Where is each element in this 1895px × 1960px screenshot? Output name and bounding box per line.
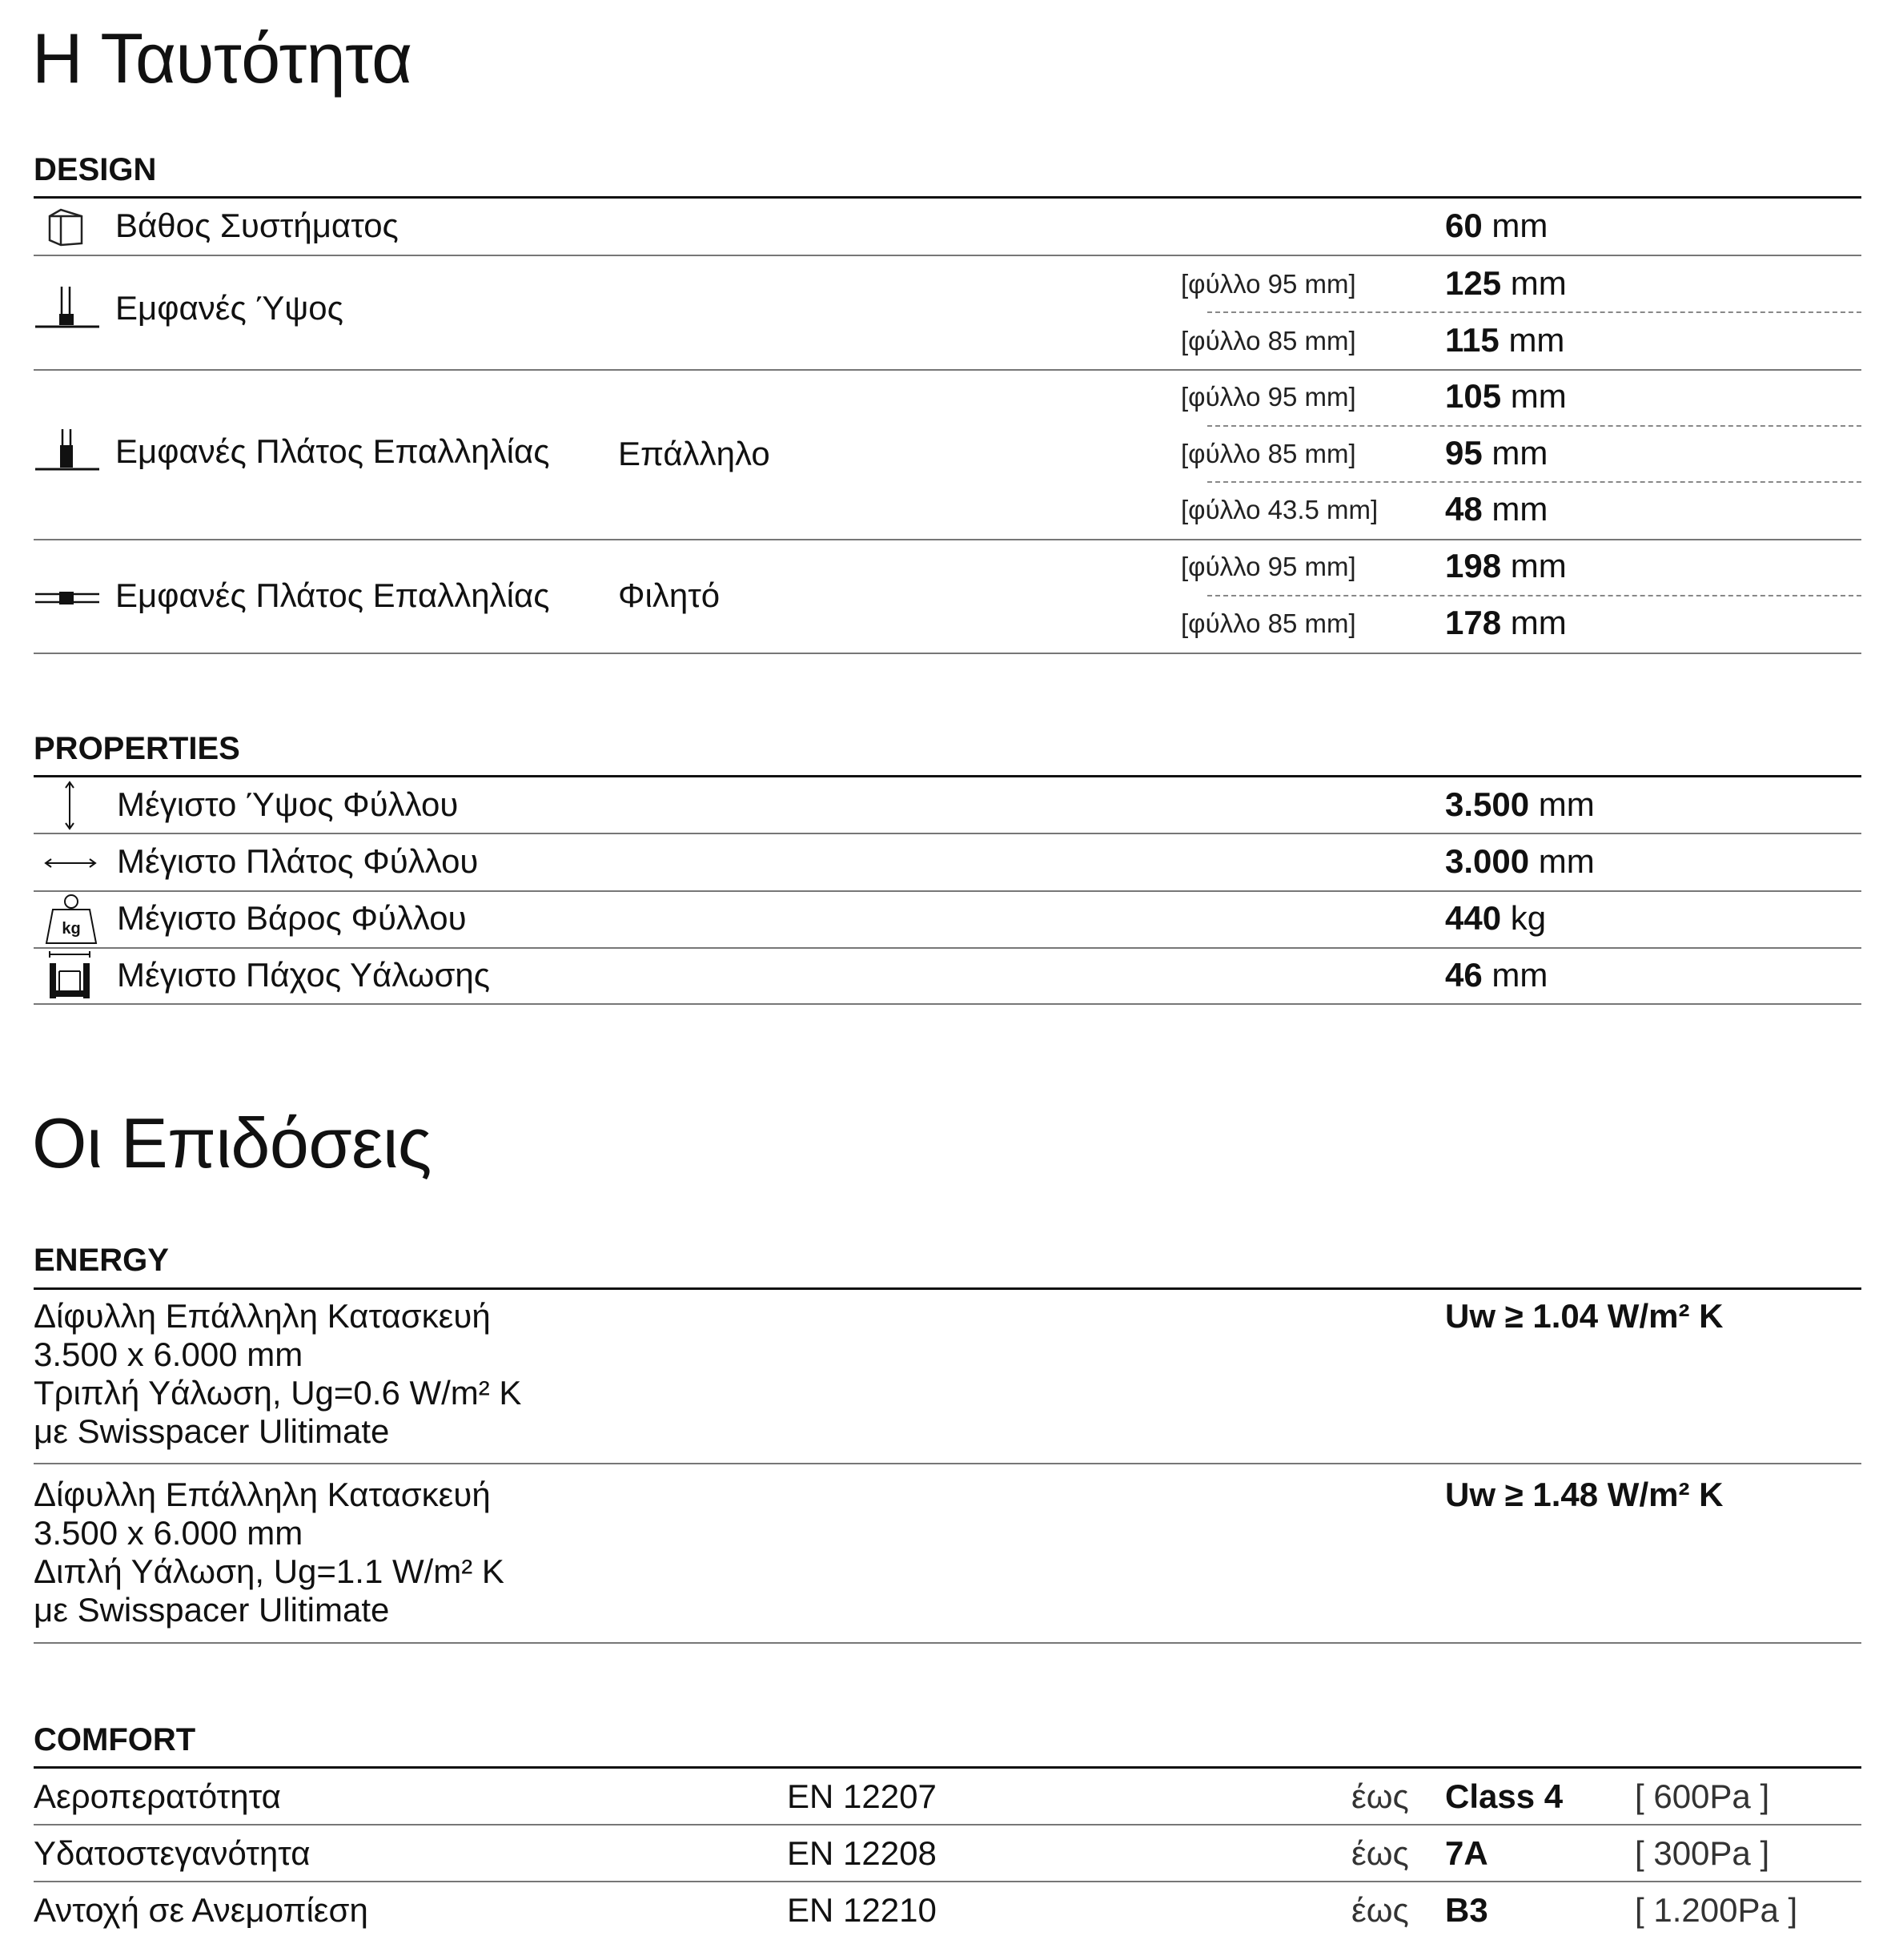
properties-row-rule bbox=[34, 833, 1861, 834]
design-row-3-note-3: [φύλλο 43.5 mm] bbox=[1181, 495, 1379, 524]
design-row-4-value-2: 178 mm bbox=[1445, 604, 1567, 641]
inline-width-icon bbox=[35, 588, 99, 612]
properties-row-rule bbox=[34, 890, 1861, 892]
comfort-heading: COMFORT bbox=[34, 1722, 196, 1757]
comfort-row-3-standard: EN 12210 bbox=[787, 1891, 937, 1929]
comfort-row-1-class: Class 4 bbox=[1445, 1777, 1564, 1815]
design-row-1-label: Βάθος Συστήματος bbox=[115, 207, 399, 244]
comfort-row-rule bbox=[34, 1824, 1861, 1825]
design-row-rule bbox=[34, 539, 1861, 540]
design-row-dash bbox=[1207, 481, 1861, 483]
design-row-4-label: Εμφανές Πλάτος Επαλληλίας bbox=[115, 576, 550, 614]
property-row-2-value: 3.000 mm bbox=[1445, 842, 1595, 880]
energy-bottom-rule bbox=[34, 1642, 1861, 1644]
comfort-row-3-class: B3 bbox=[1445, 1891, 1488, 1929]
design-bottom-rule bbox=[34, 653, 1861, 654]
comfort-row-rule bbox=[34, 1881, 1861, 1882]
design-row-2-value-1: 125 mm bbox=[1445, 264, 1567, 302]
design-row-3-note-2: [φύλλο 85 mm] bbox=[1181, 439, 1356, 468]
design-row-dash bbox=[1207, 425, 1861, 427]
comfort-row-3-pressure: [ 1.200Pa ] bbox=[1635, 1891, 1798, 1929]
property-row-3-value: 440 kg bbox=[1445, 899, 1547, 937]
property-row-4-value: 46 mm bbox=[1445, 956, 1548, 994]
energy-top-rule bbox=[34, 1287, 1861, 1290]
properties-bottom-rule bbox=[34, 1003, 1861, 1005]
energy-heading: ENERGY bbox=[34, 1243, 169, 1278]
svg-text:kg: kg bbox=[62, 920, 81, 938]
design-row-rule bbox=[34, 369, 1861, 371]
performance-title: Οι Επιδόσεις bbox=[32, 1103, 432, 1183]
comfort-row-1-pressure: [ 600Pa ] bbox=[1635, 1777, 1770, 1815]
identity-title: Η Ταυτότητα bbox=[32, 18, 412, 98]
design-row-2-value-2: 115 mm bbox=[1445, 321, 1565, 359]
property-row-1-label: Μέγιστο Ύψος Φύλλου bbox=[117, 785, 459, 823]
overlap-width-icon bbox=[35, 428, 99, 476]
design-row-1-value: 60 mm bbox=[1445, 207, 1548, 244]
comfort-row-2-label: Υδατοστεγανότητα bbox=[34, 1834, 311, 1872]
glazing-thickness-icon bbox=[45, 950, 94, 1006]
properties-row-rule bbox=[34, 947, 1861, 949]
design-row-dash bbox=[1207, 311, 1861, 313]
design-row-2-note-2: [φύλλο 85 mm] bbox=[1181, 326, 1356, 355]
properties-top-rule bbox=[34, 775, 1861, 777]
vertical-arrow-icon bbox=[58, 780, 82, 835]
energy-row-2-description: Δίφυλλη Επάλληλη Κατασκευή 3.500 x 6.000 mm Διπλή Υάλωση, Ug=1.1 W/m² K με Swisspacer Ulitimate bbox=[34, 1476, 504, 1629]
design-row-3-value-3: 48 mm bbox=[1445, 490, 1548, 528]
comfort-row-3-label: Αντοχή σε Ανεμοπίεση bbox=[34, 1891, 368, 1929]
design-row-4-note-2: [φύλλο 85 mm] bbox=[1181, 608, 1356, 638]
comfort-row-1-standard: EN 12207 bbox=[787, 1777, 937, 1815]
design-heading: DESIGN bbox=[34, 152, 157, 187]
depth-cube-icon bbox=[45, 207, 86, 252]
comfort-row-2-pressure: [ 300Pa ] bbox=[1635, 1834, 1770, 1872]
design-row-3-type: Επάλληλο bbox=[618, 435, 770, 472]
design-top-rule bbox=[34, 196, 1861, 199]
properties-heading: PROPERTIES bbox=[34, 731, 240, 766]
design-row-2-label: Εμφανές Ύψος bbox=[115, 289, 343, 327]
comfort-top-rule bbox=[34, 1766, 1861, 1769]
comfort-row-1-label: Αεροπερατότητα bbox=[34, 1777, 281, 1815]
design-row-4-type: Φιλητό bbox=[618, 576, 721, 614]
energy-row-1-description: Δίφυλλη Επάλληλη Κατασκευή 3.500 x 6.000 mm Τριπλή Υάλωση, Ug=0.6 W/m² K με Swisspacer Ulitimate bbox=[34, 1297, 522, 1450]
comfort-row-2-class: 7A bbox=[1445, 1834, 1488, 1872]
kg-weight-icon bbox=[43, 892, 99, 950]
property-row-2-label: Μέγιστο Πλάτος Φύλλου bbox=[117, 842, 479, 880]
design-row-2-note-1: [φύλλο 95 mm] bbox=[1181, 269, 1356, 299]
design-row-rule bbox=[34, 255, 1861, 256]
property-row-1-value: 3.500 mm bbox=[1445, 785, 1595, 823]
design-row-3-label: Εμφανές Πλάτος Επαλληλίας bbox=[115, 432, 550, 470]
energy-row-2-value: Uw ≥ 1.48 W/m² K bbox=[1445, 1476, 1724, 1513]
horizontal-arrow-icon bbox=[43, 853, 98, 877]
comfort-row-3-prefix: έως bbox=[1351, 1891, 1409, 1929]
design-row-4-note-1: [φύλλο 95 mm] bbox=[1181, 552, 1356, 581]
comfort-row-1-prefix: έως bbox=[1351, 1777, 1409, 1815]
design-row-3-value-2: 95 mm bbox=[1445, 434, 1548, 472]
comfort-row-2-prefix: έως bbox=[1351, 1834, 1409, 1872]
design-row-3-value-1: 105 mm bbox=[1445, 377, 1567, 415]
design-row-dash bbox=[1207, 595, 1861, 596]
property-row-4-label: Μέγιστο Πάχος Υάλωσης bbox=[117, 956, 490, 994]
property-row-3-label: Μέγιστο Βάρος Φύλλου bbox=[117, 899, 467, 937]
visible-height-icon bbox=[35, 285, 99, 334]
comfort-row-2-standard: EN 12208 bbox=[787, 1834, 937, 1872]
design-row-4-value-1: 198 mm bbox=[1445, 547, 1567, 584]
energy-row-1-value: Uw ≥ 1.04 W/m² K bbox=[1445, 1297, 1724, 1335]
design-row-3-note-1: [φύλλο 95 mm] bbox=[1181, 382, 1356, 412]
energy-row-rule bbox=[34, 1463, 1861, 1464]
